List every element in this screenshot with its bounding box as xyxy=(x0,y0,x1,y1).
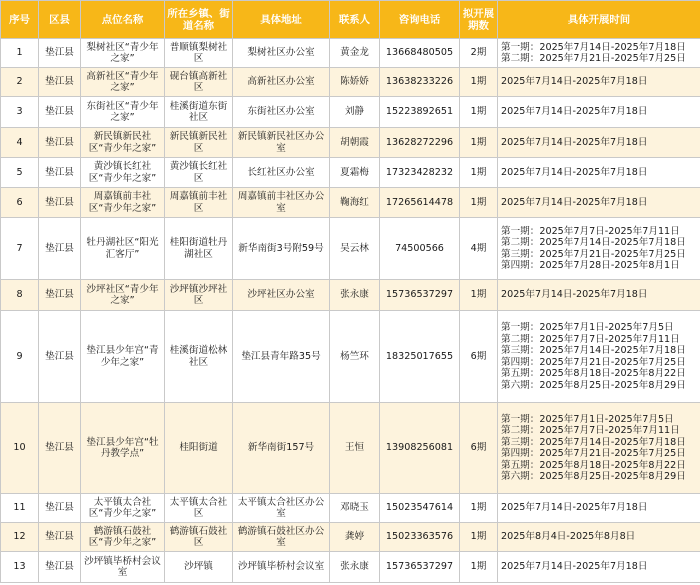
cell-name: 垫江县少年宫“牡丹教学点” xyxy=(81,403,165,494)
cell-phone: 15736537297 xyxy=(380,552,460,583)
cell-name: 黄沙镇长红社区“青少年之家” xyxy=(81,158,165,188)
time-line: 第三期：2025年7月14日-2025年7月18日 xyxy=(501,345,686,356)
cell-address: 周嘉镇前丰社区办公室 xyxy=(233,188,330,218)
time-line: 第四期：2025年7月21日-2025年7月25日 xyxy=(501,448,686,459)
cell-no: 7 xyxy=(1,218,39,280)
time-line: 2025年7月14日-2025年7月18日 xyxy=(501,196,648,208)
cell-town: 沙坪镇沙坪社区 xyxy=(165,280,233,311)
table-row xyxy=(1,218,700,280)
cell-address: 太平镇太合社区办公室 xyxy=(233,494,330,523)
cell-contact: 夏霜梅 xyxy=(330,158,380,188)
cell-name: 太平镇太合社区“青少年之家” xyxy=(81,494,165,523)
cell-contact: 鞠海红 xyxy=(330,188,380,218)
cell-phone: 18325017655 xyxy=(380,311,460,403)
time-line: 第五期：2025年8月18日-2025年8月22日 xyxy=(501,368,686,379)
header-periods: 拟开展期数 xyxy=(460,1,498,39)
cell-contact: 杨竺环 xyxy=(330,311,380,403)
time-line: 第六期：2025年8月25日-2025年8月29日 xyxy=(501,379,686,391)
cell-times xyxy=(498,552,700,583)
cell-no: 11 xyxy=(1,494,39,523)
cell-county: 垫江县 xyxy=(39,188,81,218)
cell-town: 黄沙镇长红社区 xyxy=(165,158,233,188)
time-line: 2025年7月14日-2025年7月18日 xyxy=(501,289,648,301)
cell-phone: 15223892651 xyxy=(380,97,460,128)
cell-address: 高新社区办公室 xyxy=(233,68,330,97)
cell-county: 垫江县 xyxy=(39,403,81,494)
cell-periods: 6期 xyxy=(460,311,498,403)
cell-address: 新华南街157号 xyxy=(233,403,330,494)
time-line: 第二期：2025年7月21日-2025年7月25日 xyxy=(501,53,686,64)
table-row xyxy=(1,311,700,403)
cell-contact: 邓晓玉 xyxy=(330,494,380,523)
cell-address: 垫江县青年路35号 xyxy=(233,311,330,403)
cell-times xyxy=(498,97,700,128)
cell-phone: 13908256081 xyxy=(380,403,460,494)
time-line: 第一期：2025年7月7日-2025年7月11日 xyxy=(501,225,680,237)
cell-name: 周嘉镇前丰社区“青少年之家” xyxy=(81,188,165,218)
cell-name: 梨树社区“青少年之家” xyxy=(81,39,165,68)
cell-town: 沙坪镇 xyxy=(165,552,233,583)
table-row xyxy=(1,403,700,494)
cell-name: 沙坪社区“青少年之家” xyxy=(81,280,165,311)
cell-times xyxy=(498,523,700,552)
time-line: 第五期：2025年8月18日-2025年8月22日 xyxy=(501,459,686,471)
cell-contact: 胡朝霞 xyxy=(330,128,380,158)
cell-town: 新民镇新民社区 xyxy=(165,128,233,158)
cell-periods: 1期 xyxy=(460,188,498,218)
time-line: 第四期：2025年7月28日-2025年8月1日 xyxy=(501,260,680,271)
cell-phone: 15023547614 xyxy=(380,494,460,523)
cell-name: 高新社区“青少年之家” xyxy=(81,68,165,97)
header-name: 点位名称 xyxy=(81,1,165,39)
time-line: 2025年7月14日-2025年7月18日 xyxy=(501,106,648,118)
cell-address: 东街社区办公室 xyxy=(233,97,330,128)
time-line: 第二期：2025年7月14日-2025年7月18日 xyxy=(501,237,686,248)
table-row xyxy=(1,523,700,552)
cell-contact: 张永康 xyxy=(330,552,380,583)
cell-phone: 13638233226 xyxy=(380,68,460,97)
table-row xyxy=(1,280,700,311)
header-town: 所在乡镇、街道名称 xyxy=(165,1,233,39)
cell-name: 新民镇新民社区“青少年之家” xyxy=(81,128,165,158)
time-line: 第三期：2025年7月14日-2025年7月18日 xyxy=(501,436,686,448)
header-times: 具体开展时间 xyxy=(498,1,700,39)
cell-phone: 15023363576 xyxy=(380,523,460,552)
cell-contact: 陈娇娇 xyxy=(330,68,380,97)
cell-times xyxy=(498,39,700,68)
cell-no: 12 xyxy=(1,523,39,552)
time-line: 第四期：2025年7月21日-2025年7月25日 xyxy=(501,356,686,368)
cell-county: 垫江县 xyxy=(39,218,81,280)
cell-phone: 17323428232 xyxy=(380,158,460,188)
table-row xyxy=(1,128,700,158)
cell-county: 垫江县 xyxy=(39,494,81,523)
time-line: 第二期：2025年7月7日-2025年7月11日 xyxy=(501,333,680,345)
table-row xyxy=(1,39,700,68)
time-line: 第一期：2025年7月1日-2025年7月5日 xyxy=(501,413,674,425)
header-address: 具体地址 xyxy=(233,1,330,39)
cell-name: 牡丹湖社区“阳光汇客厅” xyxy=(81,218,165,280)
cell-times xyxy=(498,188,700,218)
cell-periods: 1期 xyxy=(460,552,498,583)
header-phone: 咨询电话 xyxy=(380,1,460,39)
cell-no: 8 xyxy=(1,280,39,311)
cell-phone: 17265614478 xyxy=(380,188,460,218)
cell-county: 垫江县 xyxy=(39,97,81,128)
cell-phone: 74500566 xyxy=(380,218,460,280)
cell-county: 垫江县 xyxy=(39,280,81,311)
cell-town: 太平镇太合社区 xyxy=(165,494,233,523)
cell-periods: 1期 xyxy=(460,494,498,523)
cell-no: 2 xyxy=(1,68,39,97)
time-line: 2025年7月14日-2025年7月18日 xyxy=(501,76,648,88)
cell-address: 梨树社区办公室 xyxy=(233,39,330,68)
cell-contact: 王恒 xyxy=(330,403,380,494)
cell-periods: 1期 xyxy=(460,280,498,311)
cell-name: 垫江县少年宫“青少年之家” xyxy=(81,311,165,403)
cell-town: 桂阳街道牡丹湖社区 xyxy=(165,218,233,280)
time-line: 2025年7月14日-2025年7月18日 xyxy=(501,502,648,514)
header-row xyxy=(1,1,700,39)
cell-town: 砚台镇高新社区 xyxy=(165,68,233,97)
cell-county: 垫江县 xyxy=(39,523,81,552)
cell-address: 沙坪镇毕桥村会议室 xyxy=(233,552,330,583)
cell-periods: 1期 xyxy=(460,128,498,158)
cell-no: 5 xyxy=(1,158,39,188)
cell-phone: 13628272296 xyxy=(380,128,460,158)
cell-name: 鹤游镇石鼓社区“青少年之家” xyxy=(81,523,165,552)
table-row xyxy=(1,494,700,523)
cell-name: 沙坪镇毕桥村会议室 xyxy=(81,552,165,583)
cell-address: 新民镇新民社区办公室 xyxy=(233,128,330,158)
cell-periods: 1期 xyxy=(460,97,498,128)
table-row xyxy=(1,158,700,188)
cell-no: 13 xyxy=(1,552,39,583)
cell-address: 长红社区办公室 xyxy=(233,158,330,188)
cell-county: 垫江县 xyxy=(39,552,81,583)
cell-town: 普顺镇梨树社区 xyxy=(165,39,233,68)
cell-times xyxy=(498,218,700,280)
time-line: 2025年7月14日-2025年7月18日 xyxy=(501,136,648,148)
cell-address: 新华南街3号附59号 xyxy=(233,218,330,280)
time-line: 第一期：2025年7月1日-2025年7月5日 xyxy=(501,322,674,333)
cell-periods: 1期 xyxy=(460,158,498,188)
cell-phone: 15736537297 xyxy=(380,280,460,311)
cell-county: 垫江县 xyxy=(39,39,81,68)
header-county: 区县 xyxy=(39,1,81,39)
cell-contact: 黄金龙 xyxy=(330,39,380,68)
cell-phone: 13668480505 xyxy=(380,39,460,68)
cell-contact: 吴云林 xyxy=(330,218,380,280)
cell-periods: 1期 xyxy=(460,68,498,97)
cell-town: 桂溪街道东街社区 xyxy=(165,97,233,128)
cell-times xyxy=(498,403,700,494)
time-line: 第一期：2025年7月14日-2025年7月18日 xyxy=(501,41,686,53)
cell-contact: 龚婷 xyxy=(330,523,380,552)
table-row xyxy=(1,188,700,218)
cell-town: 周嘉镇前丰社区 xyxy=(165,188,233,218)
table-body xyxy=(1,39,700,583)
table-row xyxy=(1,552,700,583)
header-contact: 联系人 xyxy=(330,1,380,39)
cell-county: 垫江县 xyxy=(39,311,81,403)
time-line: 2025年8月4日-2025年8月8日 xyxy=(501,531,636,543)
cell-no: 4 xyxy=(1,128,39,158)
cell-name: 东街社区“青少年之家” xyxy=(81,97,165,128)
cell-town: 桂溪街道松林社区 xyxy=(165,311,233,403)
cell-address: 鹤游镇石鼓社区办公室 xyxy=(233,523,330,552)
cell-town: 桂阳街道 xyxy=(165,403,233,494)
cell-times xyxy=(498,311,700,403)
cell-no: 10 xyxy=(1,403,39,494)
cell-periods: 2期 xyxy=(460,39,498,68)
time-line: 第二期：2025年7月7日-2025年7月11日 xyxy=(501,425,680,436)
cell-contact: 刘静 xyxy=(330,97,380,128)
cell-county: 垫江县 xyxy=(39,128,81,158)
cell-periods: 4期 xyxy=(460,218,498,280)
cell-no: 9 xyxy=(1,311,39,403)
cell-times xyxy=(498,128,700,158)
time-line: 2025年7月14日-2025年7月18日 xyxy=(501,561,648,573)
cell-county: 垫江县 xyxy=(39,158,81,188)
time-line: 2025年7月14日-2025年7月18日 xyxy=(501,166,648,178)
header-no: 序号 xyxy=(1,1,39,39)
cell-times xyxy=(498,494,700,523)
cell-no: 3 xyxy=(1,97,39,128)
time-line: 第六期：2025年8月25日-2025年8月29日 xyxy=(501,471,686,482)
cell-contact: 张永康 xyxy=(330,280,380,311)
cell-times xyxy=(498,68,700,97)
time-line: 第三期：2025年7月21日-2025年7月25日 xyxy=(501,248,686,260)
cell-no: 6 xyxy=(1,188,39,218)
cell-county: 垫江县 xyxy=(39,68,81,97)
cell-town: 鹤游镇石鼓社区 xyxy=(165,523,233,552)
table-row xyxy=(1,68,700,97)
cell-no: 1 xyxy=(1,39,39,68)
table-row xyxy=(1,97,700,128)
cell-periods: 1期 xyxy=(460,523,498,552)
cell-periods: 6期 xyxy=(460,403,498,494)
cell-address: 沙坪社区办公室 xyxy=(233,280,330,311)
cell-times xyxy=(498,158,700,188)
cell-times xyxy=(498,280,700,311)
